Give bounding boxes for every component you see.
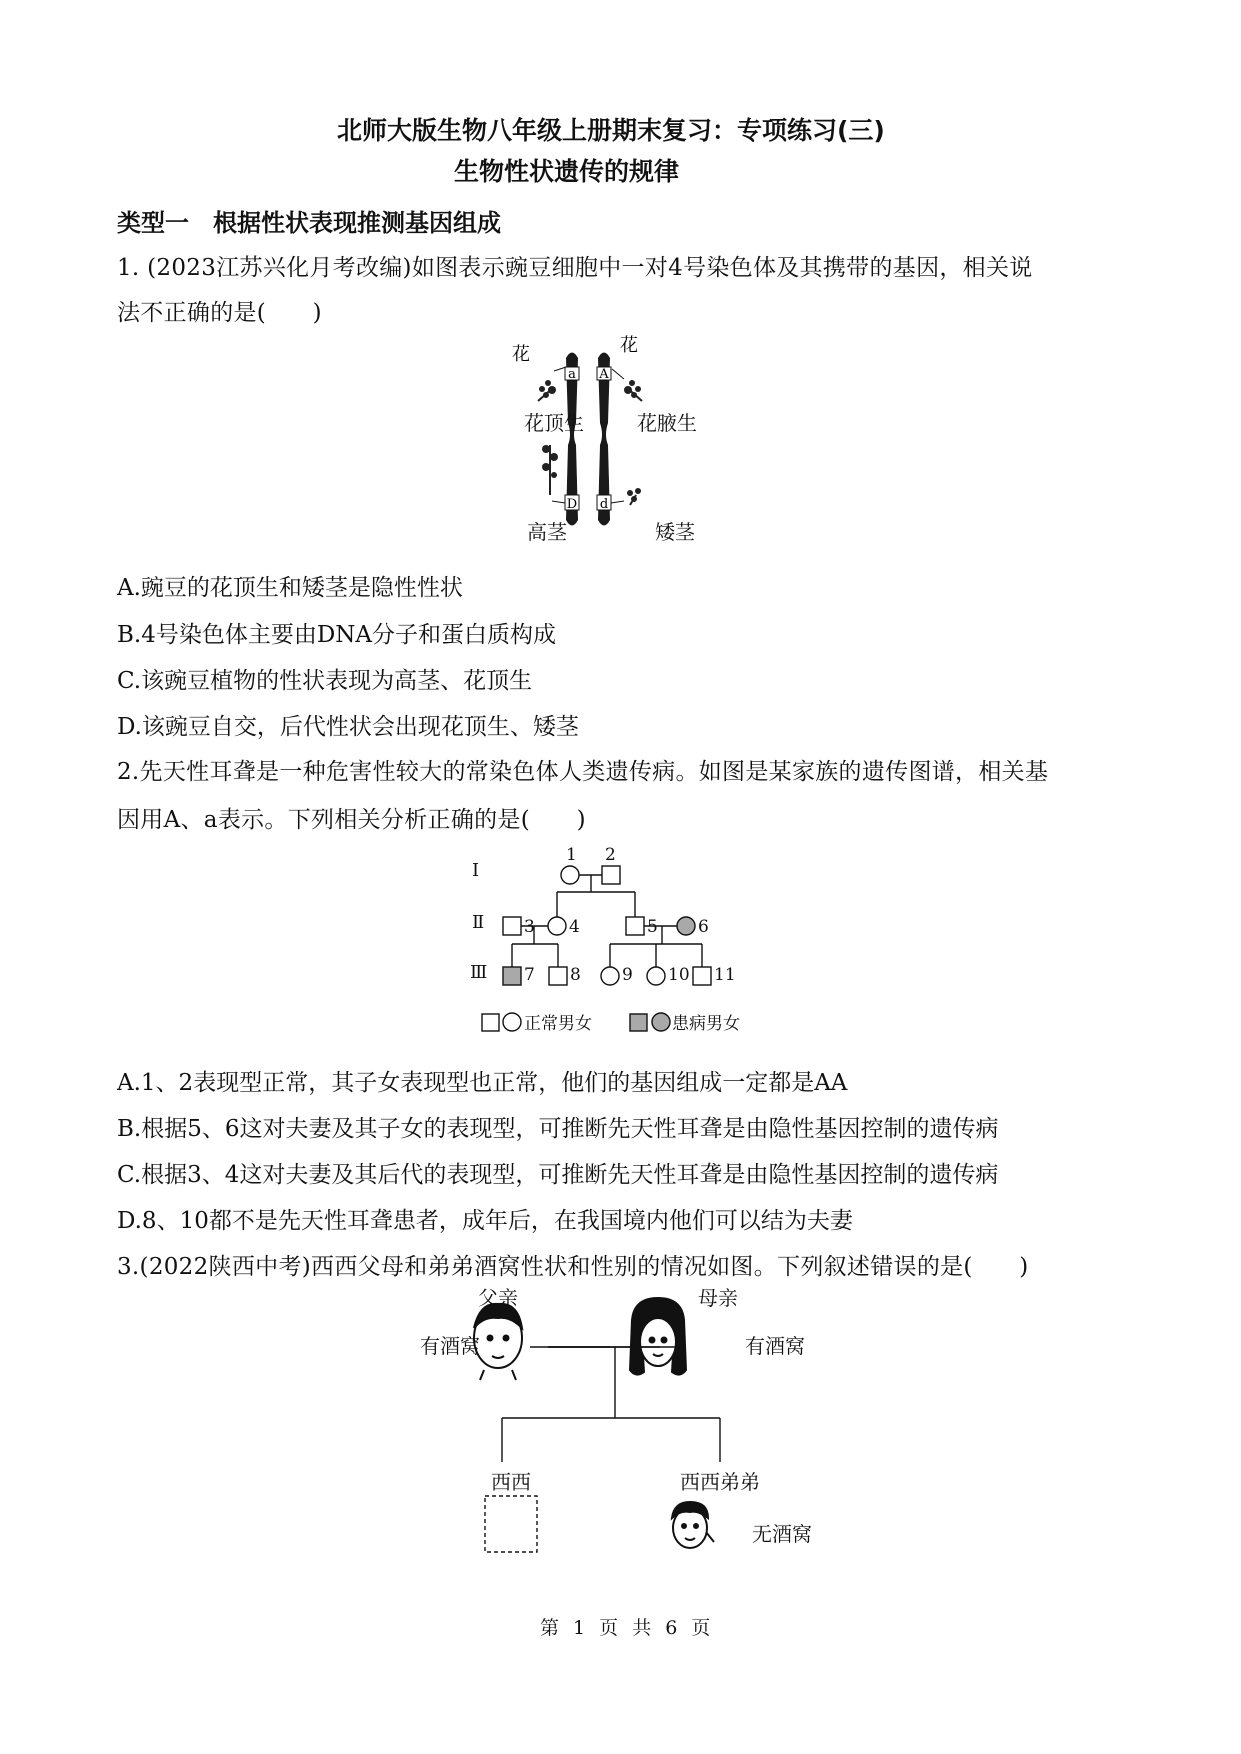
- q1-option-b[interactable]: B.4号染色体主要由DNA分子和蛋白质构成: [117, 622, 557, 648]
- person-4: [548, 917, 566, 935]
- legend-normal-label: 正常男女: [524, 1014, 592, 1034]
- question-3-line-1: 3.(2022陕西中考)西西父母和弟弟酒窝性状和性别的情况如图。下列叙述错误的是( ): [117, 1254, 1029, 1280]
- person-3: [503, 917, 521, 935]
- label-dimple-mother: 有酒窝: [745, 1334, 805, 1358]
- q2-option-b[interactable]: B.根据5、6这对夫妻及其子女的表现型，可推断先天性耳聋是由隐性基因控制的遗传病: [117, 1116, 999, 1142]
- legend-affected-female: [652, 1013, 670, 1031]
- svg-text:11: 11: [714, 965, 736, 985]
- label-tall: 高茎: [527, 520, 567, 544]
- gen-2: Ⅱ: [472, 912, 485, 933]
- svg-text:6: 6: [698, 917, 709, 937]
- allele-D: D: [566, 497, 578, 512]
- label-no-dimple: 无酒窝: [752, 1522, 812, 1546]
- svg-text:2: 2: [605, 845, 616, 865]
- legend-affected-label: 患病男女: [672, 1014, 740, 1034]
- q1-option-d[interactable]: D.该豌豆自交，后代性状会出现花顶生、矮茎: [117, 714, 579, 740]
- gen-1: Ⅰ: [472, 860, 480, 881]
- legend-affected-male: [630, 1014, 647, 1031]
- svg-text:7: 7: [524, 965, 535, 985]
- flower-axil-icon: [624, 380, 642, 401]
- label-father: 父亲: [478, 1286, 518, 1310]
- person-1: [561, 866, 579, 884]
- tall-plant-icon: [542, 445, 558, 495]
- person-5: [626, 917, 644, 935]
- flower-top-icon: [538, 380, 556, 401]
- label-mother: 母亲: [698, 1286, 738, 1310]
- question-2-line-2: 因用A、a表示。下列相关分析正确的是( ): [117, 807, 586, 833]
- mother-face-icon: [630, 1298, 686, 1375]
- flower-label-left: 花: [512, 344, 530, 365]
- page-title: 北师大版生物八年级上册期末复习：专项练习(三): [337, 116, 885, 145]
- q2-option-a[interactable]: A.1、2表现型正常，其子女表现型也正常，他们的基因组成一定都是AA: [117, 1070, 848, 1096]
- person-7: [503, 967, 521, 985]
- question-1-line-1: 1. (2023江苏兴化月考改编)如图表示豌豆细胞中一对4号染色体及其携带的基因，相关说: [117, 255, 1033, 281]
- allele-A: A: [599, 367, 609, 382]
- label-brother: 西西弟弟: [680, 1470, 760, 1494]
- person-10: [647, 967, 665, 985]
- section-heading: 类型一 根据性状表现推测基因组成: [117, 209, 501, 237]
- svg-text:3: 3: [524, 917, 535, 937]
- question-1-line-2: 法不正确的是( ): [117, 300, 322, 326]
- label-dimple-father: 有酒窝: [420, 1334, 480, 1358]
- q2-option-c[interactable]: C.根据3、4这对夫妻及其后代的表现型，可推断先天性耳聋是由隐性基因控制的遗传病: [117, 1162, 999, 1188]
- legend-normal-female: [503, 1013, 521, 1031]
- xixi-unknown-box: [485, 1496, 537, 1552]
- label-short: 矮茎: [655, 520, 695, 544]
- svg-text:8: 8: [570, 965, 581, 985]
- father-face-icon: [474, 1304, 522, 1380]
- svg-text:9: 9: [622, 965, 633, 985]
- q2-option-d[interactable]: D.8、10都不是先天性耳聋患者，成年后，在我国境内他们可以结为夫妻: [117, 1208, 853, 1234]
- chromosome-figure: [512, 335, 720, 545]
- pedigree-chart: [460, 840, 790, 1040]
- flower-label-right: 花: [620, 335, 638, 356]
- label-xixi: 西西: [491, 1470, 531, 1494]
- person-9: [601, 967, 619, 985]
- q1-option-c[interactable]: C.该豌豆植物的性状表现为高茎、花顶生: [117, 668, 533, 694]
- short-plant-icon: [627, 488, 641, 505]
- page-footer: 第 1 页 共 6 页: [540, 1617, 715, 1639]
- page-subtitle: 生物性状遗传的规律: [454, 157, 680, 186]
- gen-3: Ⅲ: [470, 962, 488, 983]
- person-2: [602, 866, 620, 884]
- person-8: [549, 967, 567, 985]
- label-top: 花顶生: [524, 411, 584, 435]
- svg-text:4: 4: [569, 917, 580, 937]
- allele-d: d: [599, 497, 609, 512]
- svg-text:1: 1: [566, 845, 577, 865]
- legend-normal-male: [482, 1014, 499, 1031]
- svg-text:10: 10: [668, 965, 690, 985]
- q1-option-a[interactable]: A.豌豆的花顶生和矮茎是隐性性状: [117, 575, 463, 601]
- person-6: [677, 917, 695, 935]
- person-11: [693, 967, 711, 985]
- brother-face-icon: [672, 1502, 714, 1548]
- svg-text:5: 5: [647, 917, 658, 937]
- label-axil: 花腋生: [637, 411, 697, 435]
- question-2-line-1: 2.先天性耳聋是一种危害性较大的常染色体人类遗传病。如图是某家族的遗传图谱，相关基: [117, 759, 1049, 785]
- allele-a: a: [568, 367, 576, 382]
